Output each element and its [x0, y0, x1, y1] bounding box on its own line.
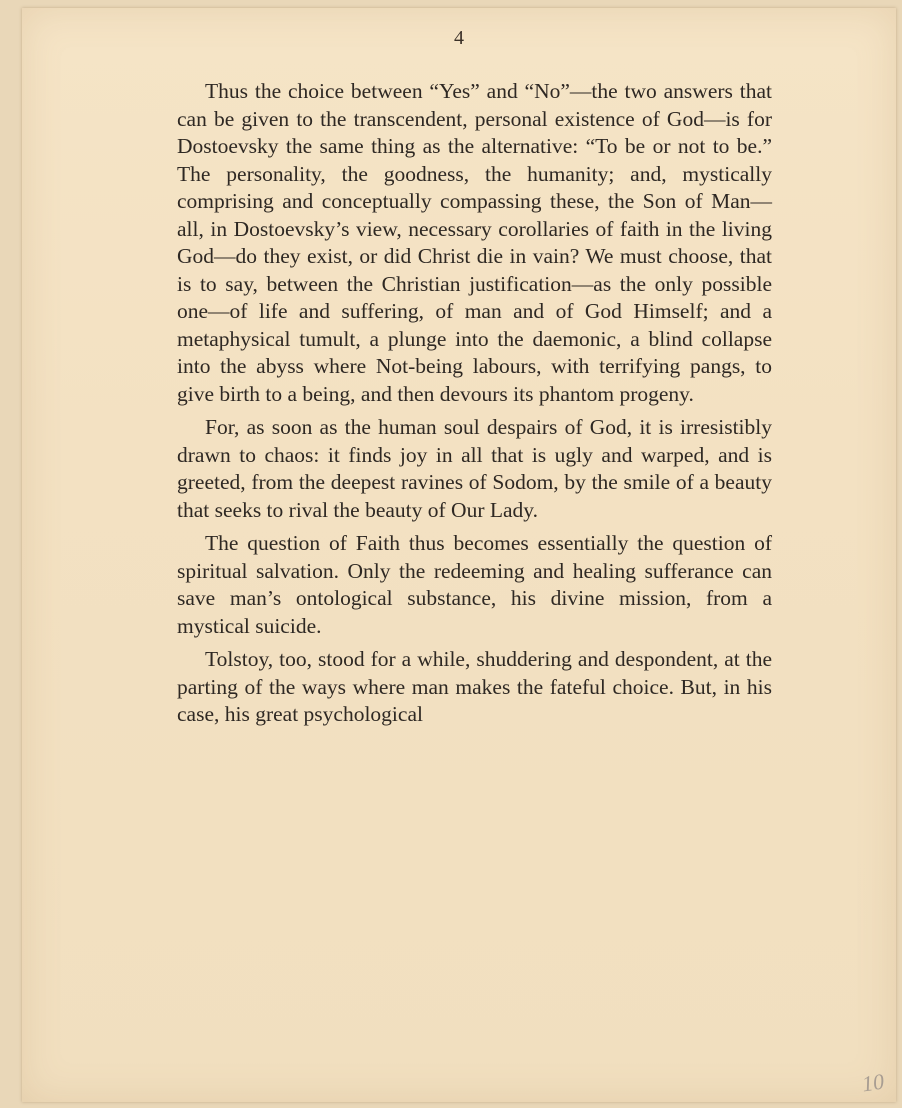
paragraph-1: Thus the choice between “Yes” and “No”—the two answers that can be given to the transcendent, personal existence of God—is for Dostoevsky the same thing as the alternative: “To be or not to be.” The personality, the goodness, the humanity; and, mystically comprising and conceptually compassing these, the Son of Man—all, in Dostoevsky’s view, necessary corollaries of faith in the living God—do they exist, or did Christ die in vain? We must choose, that is to say, between the Christian justification—as the only possible one—of life and suffering, of man and of God Himself; and a metaphysical tumult, a plunge into the daemonic, a blind collapse into the abyss where Not-being labours, with terrifying pangs, to give birth to a being, and then devours its phantom progeny. — [177, 79, 772, 406]
body-text — [177, 78, 772, 735]
pencil-margin-mark: 10 — [860, 1068, 886, 1097]
page-number: 4 — [454, 27, 464, 49]
book-page — [22, 8, 896, 1102]
paragraph-3: The question of Faith thus becomes essentially the question of spiritual salvation. Only the redeeming and healing sufferance can save man’s ontological substance, his divine mission, from a mystical suicide. — [177, 531, 772, 638]
paragraph-2: For, as soon as the human soul despairs of God, it is irresistibly drawn to chaos: it finds joy in all that is ugly and warped, and is greeted, from the deepest ravines of Sodom, by the smile of a beauty that seeks to rival the beauty of Our Lady. — [177, 415, 772, 522]
paragraph-4: Tolstoy, too, stood for a while, shuddering and despondent, at the parting of the ways where man makes the fateful choice. But, in his case, his great psychological — [177, 647, 772, 726]
